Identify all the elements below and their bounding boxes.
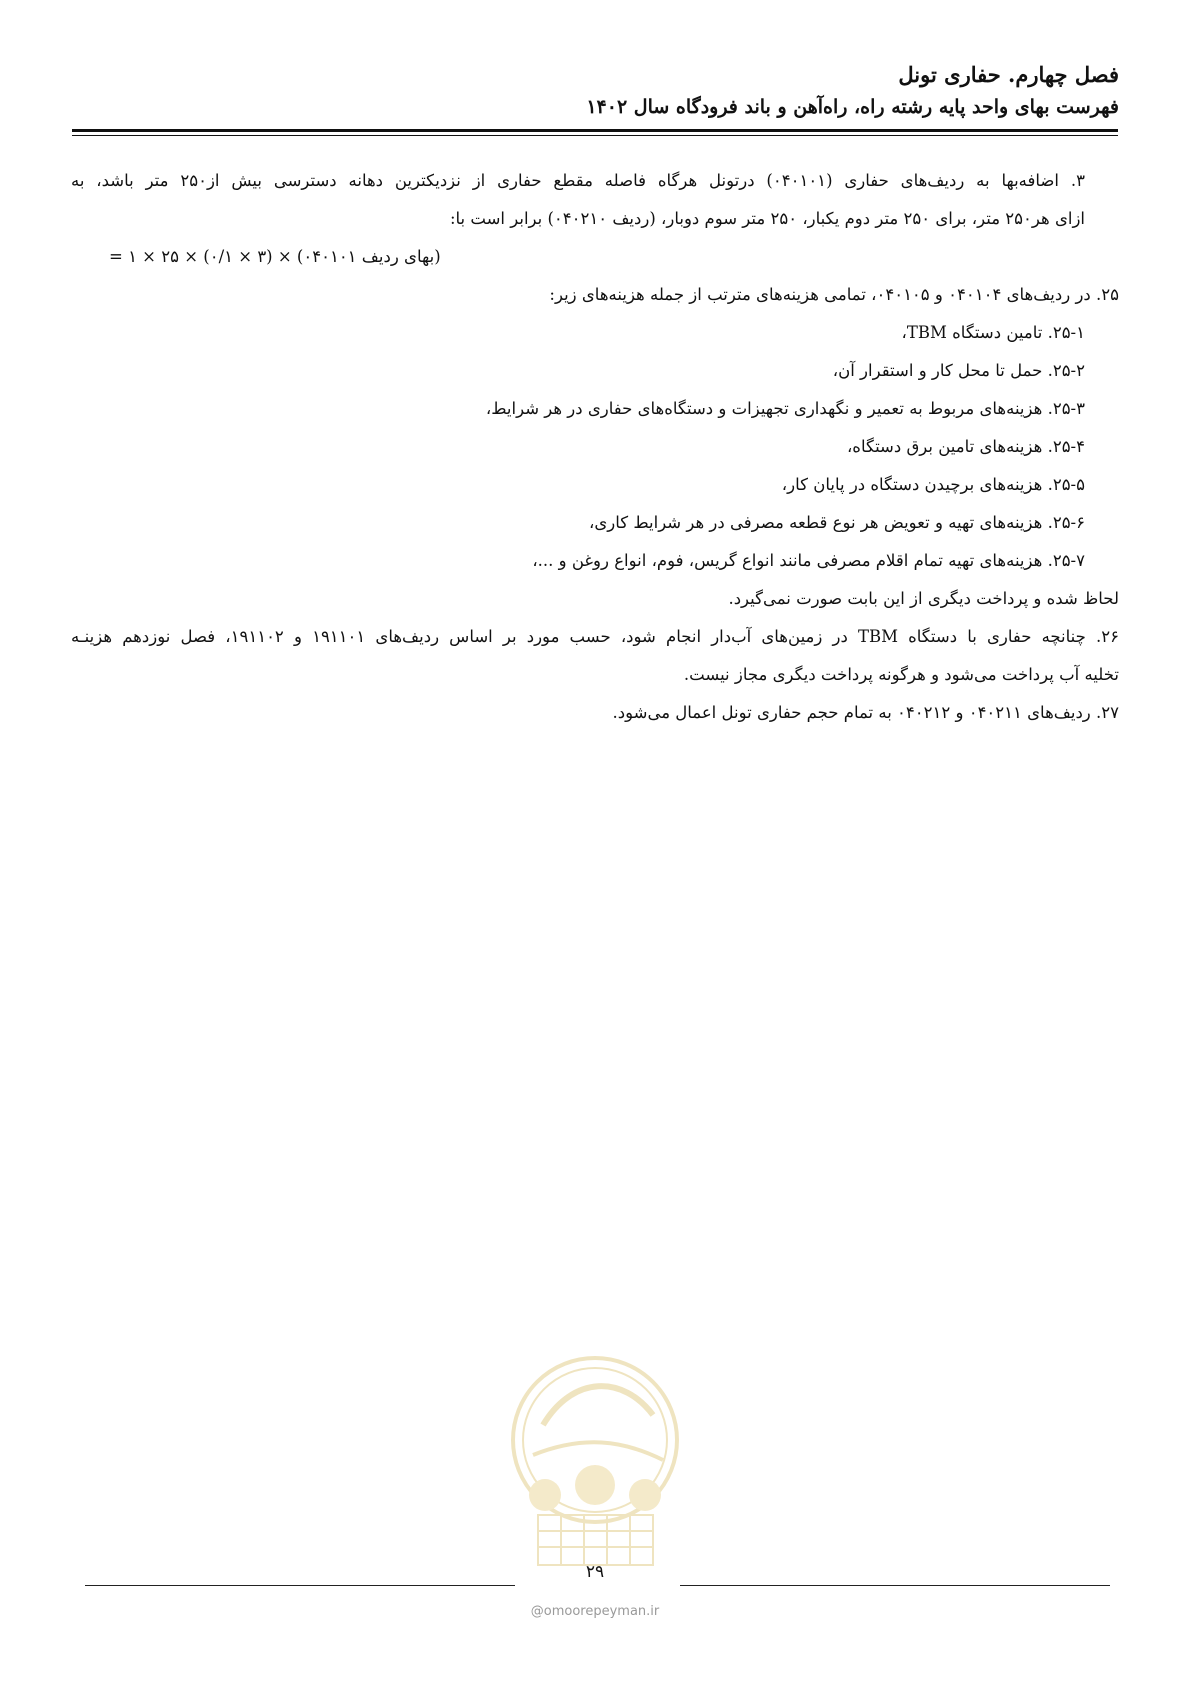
header-rule-thin	[72, 135, 1118, 136]
website-watermark: @omoorepeyman.ir	[530, 1604, 660, 1619]
formula: = ۱ × ۲۵ × (۰/۱ × ۳) × (بهای ردیف ۰۴۰۱۰۱)	[109, 247, 441, 266]
item-25-intro: ۲۵. در ردیف‌های ۰۴۰۱۰۴ و ۰۴۰۱۰۵، تمامی هزینه‌های مترتب از جمله هزینه‌های زیر:	[549, 285, 1119, 304]
footer-rule-left	[85, 1585, 515, 1586]
item-25-sub-2: ۲۵-۲. حمل تا محل کار و استقرار آن،	[832, 361, 1085, 380]
page-number: ۲۹	[585, 1562, 605, 1582]
page-header	[79, 58, 1119, 122]
footer-rule-right	[680, 1585, 1110, 1586]
item-3-line-2: ازای هر۲۵۰ متر، برای ۲۵۰ متر دوم یکبار، ۲۵۰ متر سوم دوبار، (ردیف ۰۴۰۲۱۰) برابر است با:	[449, 209, 1085, 228]
item-27: ۲۷. ردیف‌های ۰۴۰۲۱۱ و ۰۴۰۲۱۲ به تمام حجم حفاری تونل اعمال می‌شود.	[612, 703, 1119, 722]
document-subtitle: فهرست بهای واحد پایه رشته راه، راه‌آهن و باند فرودگاه سال ۱۴۰۲	[586, 96, 1119, 118]
item-3-line-1: ۳. اضافه‌بها به ردیف‌های حفاری (۰۴۰۱۰۱) درتونل هرگاه فاصله مقطع حفاری از نزدیکترین دهانه دسترسی بیش از۲۵۰ متر باشد، به	[71, 171, 1085, 190]
item-26-line-1: ۲۶. چنانچه حفاری با دستگاه TBM در زمین‌های آب‌دار انجام شود، حسب مورد بر اساس ردیف‌های ۱۹۱۱۰۱ و ۱۹۱۱۰۲، فصل نوزدهم هزینـه	[71, 627, 1119, 646]
omoorepeyman-seal-icon	[503, 1345, 688, 1580]
page-body	[71, 162, 1119, 732]
item-25-sub-3: ۲۵-۳. هزینه‌های مربوط به تعمیر و نگهداری تجهیزات و دستگاه‌های حفاری در هر شرایط،	[485, 399, 1085, 418]
item-25-sub-1: ۲۵-۱. تامین دستگاه TBM،	[901, 323, 1085, 342]
item-26-line-2: تخلیه آب پرداخت می‌شود و هرگونه پرداخت دیگری مجاز نیست.	[683, 665, 1119, 684]
item-25-end: لحاظ شده و پرداخت دیگری از این بابت صورت نمی‌گیرد.	[728, 589, 1119, 608]
chapter-title: فصل چهارم. حفاری تونل	[898, 62, 1119, 87]
item-25-sub-6: ۲۵-۶. هزینه‌های تهیه و تعویض هر نوع قطعه مصرفی در هر شرایط کاری،	[589, 513, 1085, 532]
item-25-sub-5: ۲۵-۵. هزینه‌های برچیدن دستگاه در پایان کار،	[781, 475, 1085, 494]
item-25-sub-7: ۲۵-۷. هزینه‌های تهیه تمام اقلام مصرفی مانند انواع گریس، فوم، انواع روغن و ...،	[532, 551, 1085, 570]
header-rule-thick	[72, 129, 1118, 132]
item-25-sub-4: ۲۵-۴. هزینه‌های تامین برق دستگاه،	[846, 437, 1085, 456]
